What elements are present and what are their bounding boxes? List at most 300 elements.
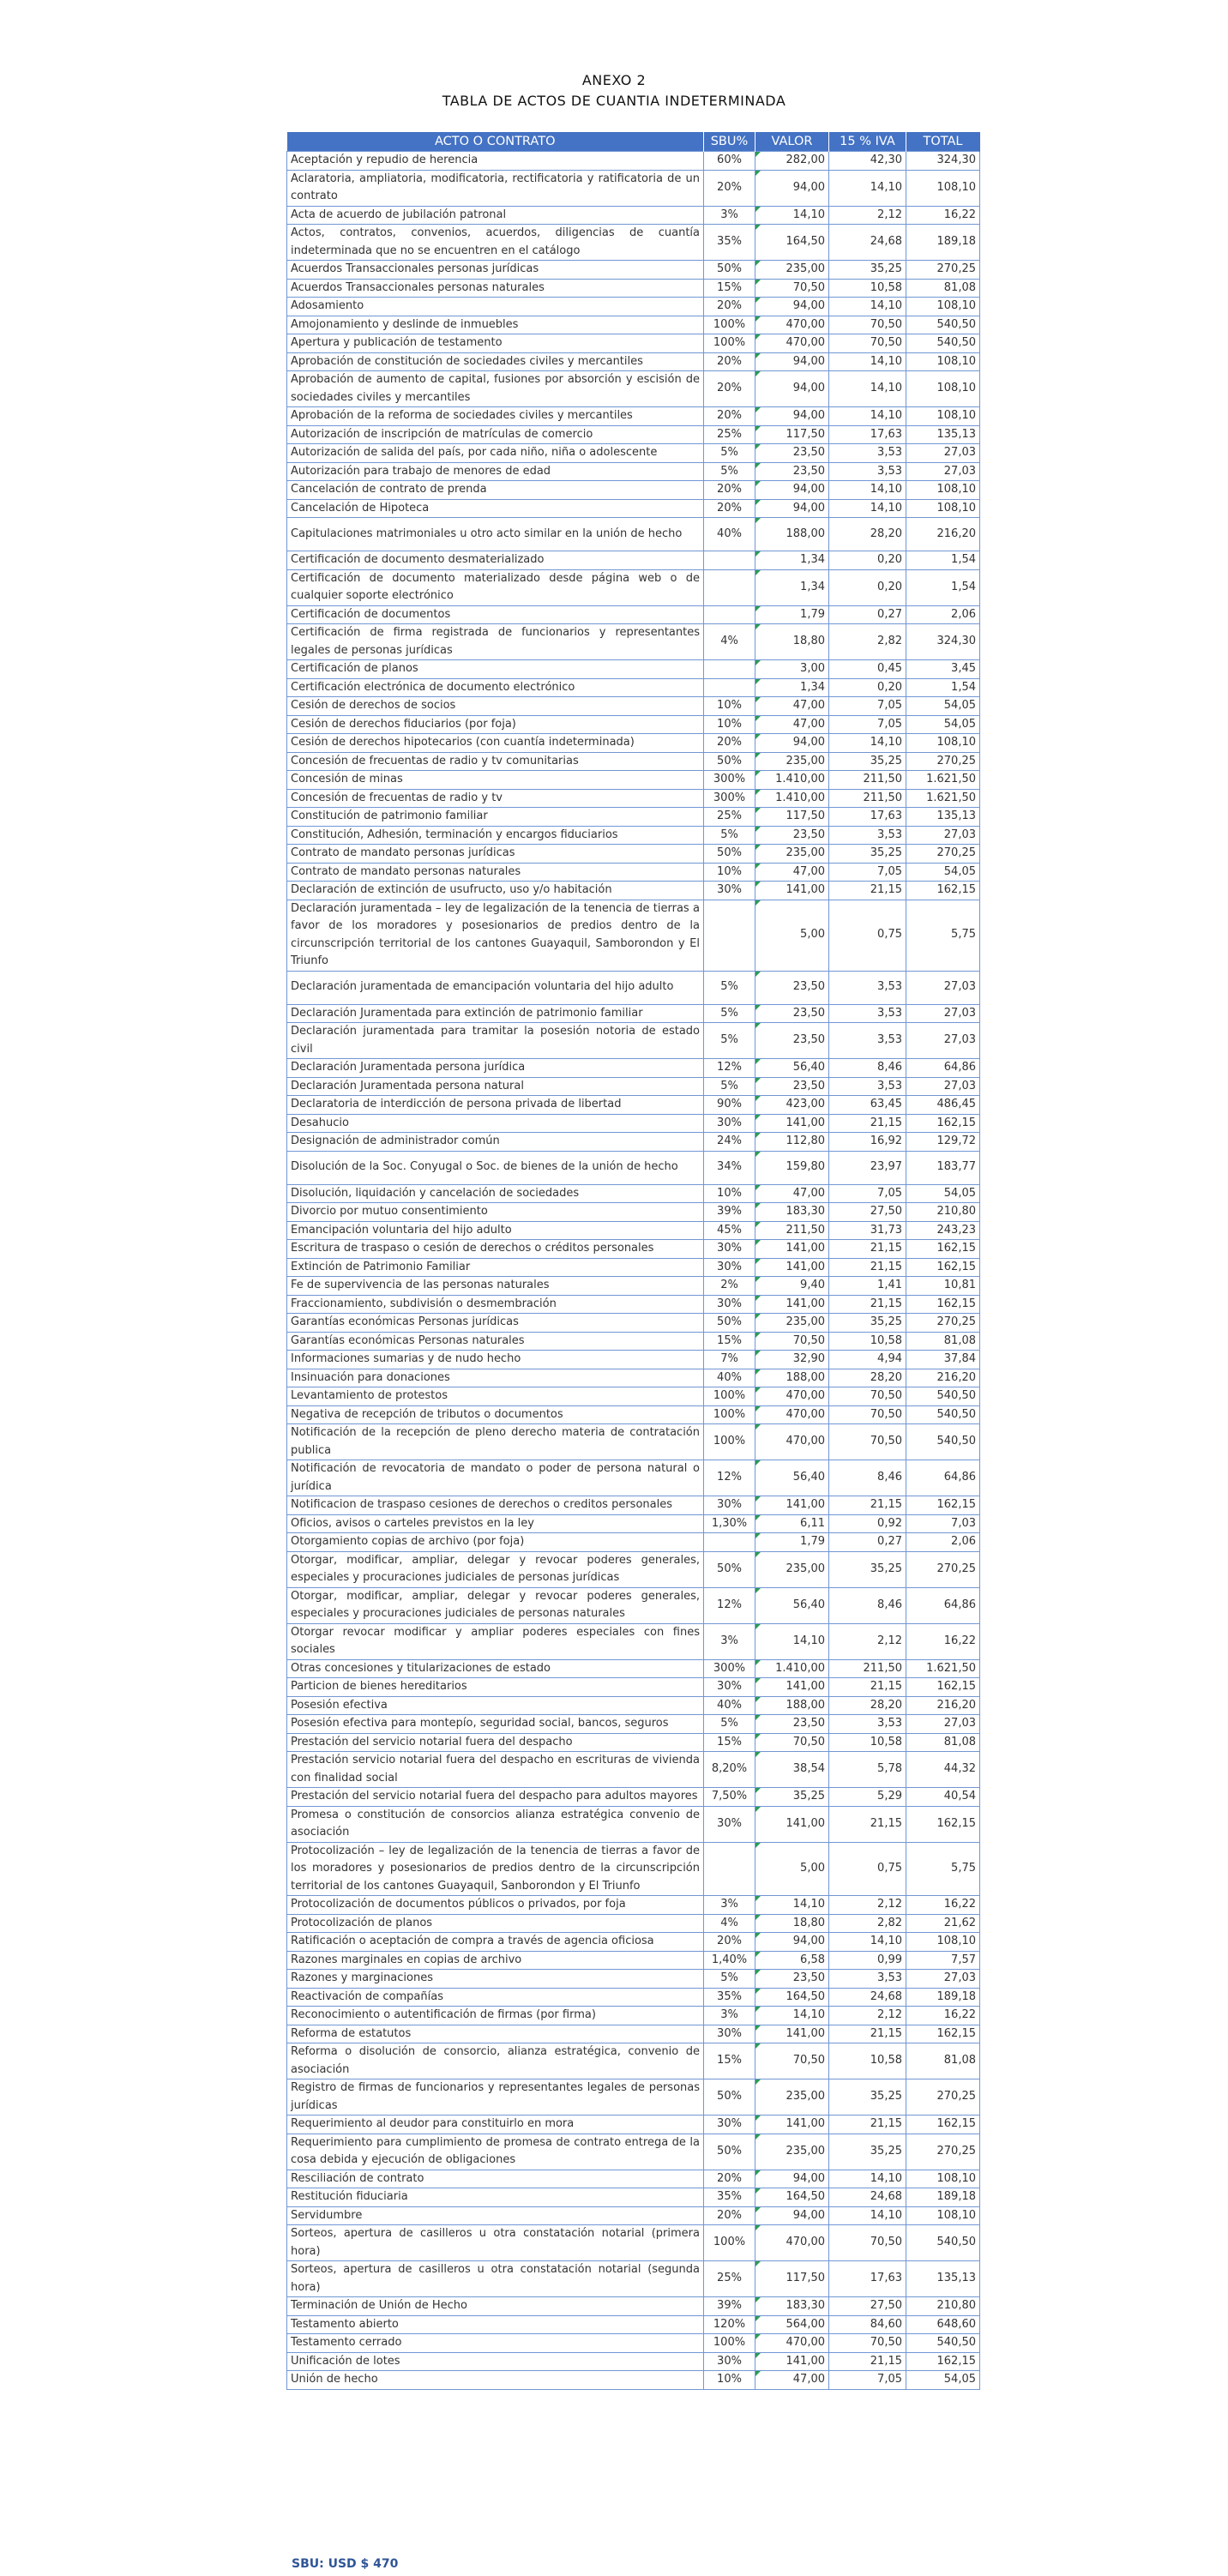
sbu-percent-cell: 20% <box>704 734 755 753</box>
value-cell: 423,00 <box>755 1096 829 1115</box>
sbu-percent-cell: 30% <box>704 1496 755 1515</box>
iva-cell: 24,68 <box>829 225 906 261</box>
table-row <box>287 1059 980 1078</box>
sbu-percent-cell: 34% <box>704 1151 755 1184</box>
act-cell: Oficios, avisos o carteles previstos en la ley <box>287 1514 704 1533</box>
total-cell: 270,25 <box>906 752 980 771</box>
sbu-percent-cell <box>704 551 755 570</box>
act-cell: Aprobación de la reforma de sociedades civiles y mercantiles <box>287 407 704 426</box>
total-cell: 162,15 <box>906 1258 980 1277</box>
iva-cell: 10,58 <box>829 1332 906 1351</box>
sbu-percent-cell: 100% <box>704 1405 755 1424</box>
table-row <box>287 2188 980 2207</box>
act-cell: Unificación de lotes <box>287 2352 704 2371</box>
act-cell: Concesión de frecuentas de radio y tv <box>287 789 704 808</box>
sbu-percent-cell: 4% <box>704 1914 755 1933</box>
iva-cell: 5,78 <box>829 1752 906 1788</box>
act-cell: Notificación de revocatoria de mandato o poder de persona natural o jurídica <box>287 1460 704 1496</box>
sbu-percent-cell: 300% <box>704 771 755 790</box>
act-cell: Amojonamiento y deslinde de inmuebles <box>287 316 704 334</box>
value-cell: 14,10 <box>755 1623 829 1659</box>
total-cell: 108,10 <box>906 352 980 371</box>
total-cell: 129,72 <box>906 1133 980 1152</box>
total-cell: 54,05 <box>906 715 980 734</box>
iva-cell: 3,53 <box>829 826 906 845</box>
total-cell: 54,05 <box>906 2371 980 2390</box>
total-cell: 5,75 <box>906 1842 980 1896</box>
value-cell: 235,00 <box>755 1314 829 1333</box>
iva-cell: 21,15 <box>829 1806 906 1842</box>
sbu-percent-cell: 90% <box>704 1096 755 1115</box>
iva-cell: 35,25 <box>829 845 906 864</box>
value-cell: 94,00 <box>755 499 829 518</box>
iva-cell: 14,10 <box>829 2206 906 2225</box>
iva-cell: 0,75 <box>829 900 906 971</box>
sbu-percent-cell: 50% <box>704 261 755 280</box>
iva-cell: 70,50 <box>829 1387 906 1406</box>
sbu-percent-cell: 4% <box>704 624 755 660</box>
total-cell: 108,10 <box>906 481 980 500</box>
iva-cell: 211,50 <box>829 771 906 790</box>
iva-cell: 211,50 <box>829 789 906 808</box>
table-row <box>287 660 980 679</box>
iva-cell: 3,53 <box>829 462 906 481</box>
acts-table <box>286 132 980 2390</box>
sbu-percent-cell <box>704 605 755 624</box>
total-cell: 1.621,50 <box>906 1659 980 1678</box>
act-cell: Prestación del servicio notarial fuera del despacho <box>287 1733 704 1752</box>
act-cell: Sorteos, apertura de casilleros u otra constatación notarial (segunda hora) <box>287 2261 704 2297</box>
act-cell: Declaración juramentada para tramitar la posesión notoria de estado civil <box>287 1023 704 1059</box>
iva-cell: 27,50 <box>829 1203 906 1222</box>
sbu-percent-cell: 3% <box>704 2007 755 2025</box>
iva-cell: 70,50 <box>829 2225 906 2261</box>
total-cell: 540,50 <box>906 1405 980 1424</box>
document-subtitle: TABLA DE ACTOS DE CUANTIA INDETERMINADA <box>442 93 786 109</box>
table-row <box>287 1988 980 2007</box>
iva-cell: 10,58 <box>829 1733 906 1752</box>
value-cell: 56,40 <box>755 1059 829 1078</box>
sbu-percent-cell: 100% <box>704 2334 755 2353</box>
sbu-percent-cell: 25% <box>704 425 755 444</box>
act-cell: Notificación de la recepción de pleno derecho materia de contratación publica <box>287 1424 704 1460</box>
value-cell: 23,50 <box>755 971 829 1004</box>
sbu-percent-cell: 300% <box>704 1659 755 1678</box>
value-cell: 282,00 <box>755 152 829 171</box>
act-cell: Notificacion de traspaso cesiones de derechos o creditos personales <box>287 1496 704 1515</box>
table-row <box>287 569 980 605</box>
value-cell: 14,10 <box>755 2007 829 2025</box>
act-cell: Testamento cerrado <box>287 2334 704 2353</box>
iva-cell: 17,63 <box>829 425 906 444</box>
iva-cell: 14,10 <box>829 499 906 518</box>
value-cell: 1,34 <box>755 551 829 570</box>
value-cell: 141,00 <box>755 1496 829 1515</box>
table-row <box>287 1460 980 1496</box>
table-row <box>287 1184 980 1203</box>
total-cell: 64,86 <box>906 1460 980 1496</box>
act-cell: Declaración juramentada de emancipación voluntaria del hijo adulto <box>287 971 704 1004</box>
iva-cell: 2,12 <box>829 1623 906 1659</box>
table-row <box>287 261 980 280</box>
document-title: ANEXO 2 <box>581 72 647 88</box>
value-cell: 5,00 <box>755 900 829 971</box>
sbu-percent-cell: 20% <box>704 352 755 371</box>
iva-cell: 7,05 <box>829 2371 906 2390</box>
act-cell: Certificación de documento materializado desde página web o de cualquier soporte electrónico <box>287 569 704 605</box>
act-cell: Aprobación de aumento de capital, fusiones por absorción y escisión de sociedades civiles y mercantiles <box>287 371 704 407</box>
total-cell: 210,80 <box>906 1203 980 1222</box>
act-cell: Certificación de documento desmaterializado <box>287 551 704 570</box>
table-row <box>287 225 980 261</box>
iva-cell: 0,20 <box>829 551 906 570</box>
sbu-percent-cell: 60% <box>704 152 755 171</box>
total-cell: 270,25 <box>906 845 980 864</box>
iva-cell: 21,15 <box>829 2352 906 2371</box>
value-cell: 23,50 <box>755 1970 829 1989</box>
total-cell: 210,80 <box>906 2297 980 2316</box>
value-cell: 211,50 <box>755 1221 829 1240</box>
iva-cell: 0,92 <box>829 1514 906 1533</box>
value-cell: 47,00 <box>755 715 829 734</box>
total-cell: 108,10 <box>906 734 980 753</box>
sbu-percent-cell: 5% <box>704 1004 755 1023</box>
total-cell: 183,77 <box>906 1151 980 1184</box>
value-cell: 70,50 <box>755 2043 829 2079</box>
table-row <box>287 2206 980 2225</box>
table-row <box>287 551 980 570</box>
sbu-percent-cell: 5% <box>704 1023 755 1059</box>
table-row <box>287 334 980 353</box>
iva-cell: 7,05 <box>829 863 906 882</box>
table-row <box>287 499 980 518</box>
value-cell: 470,00 <box>755 2334 829 2353</box>
table-row <box>287 1369 980 1387</box>
value-cell: 117,50 <box>755 2261 829 2297</box>
total-cell: 27,03 <box>906 1715 980 1734</box>
iva-cell: 28,20 <box>829 1696 906 1715</box>
total-cell: 486,45 <box>906 1096 980 1115</box>
iva-cell: 0,75 <box>829 1842 906 1896</box>
iva-cell: 2,12 <box>829 2007 906 2025</box>
act-cell: Reconocimiento o autentificación de firmas (por firma) <box>287 2007 704 2025</box>
table-row <box>287 279 980 298</box>
table-row <box>287 2225 980 2261</box>
act-cell: Cesión de derechos fiduciarios (por foja) <box>287 715 704 734</box>
sbu-percent-cell: 50% <box>704 2134 755 2170</box>
table-row <box>287 1733 980 1752</box>
total-cell: 216,20 <box>906 1696 980 1715</box>
act-cell: Protocolización de documentos públicos o privados, por foja <box>287 1896 704 1915</box>
table-row <box>287 1424 980 1460</box>
act-cell: Reforma de estatutos <box>287 2025 704 2043</box>
value-cell: 235,00 <box>755 752 829 771</box>
table-row <box>287 1314 980 1333</box>
value-cell: 164,50 <box>755 2188 829 2207</box>
value-cell: 188,00 <box>755 518 829 551</box>
act-cell: Protocolización – ley de legalización de la tenencia de tierras a favor de los moradores y posesionarios de predios dentro de la circunscripción territorial de los cantones Guayaquil, Sanborondon y El Triunfo <box>287 1842 704 1896</box>
sbu-percent-cell: 5% <box>704 462 755 481</box>
value-cell: 47,00 <box>755 2371 829 2390</box>
act-cell: Contrato de mandato personas naturales <box>287 863 704 882</box>
act-cell: Terminación de Unión de Hecho <box>287 2297 704 2316</box>
value-cell: 183,30 <box>755 1203 829 1222</box>
table-body <box>287 152 980 2390</box>
sbu-percent-cell: 3% <box>704 206 755 225</box>
act-cell: Declaratoria de interdicción de persona privada de libertad <box>287 1096 704 1115</box>
iva-cell: 4,94 <box>829 1351 906 1369</box>
value-cell: 235,00 <box>755 2079 829 2116</box>
value-cell: 35,25 <box>755 1788 829 1807</box>
table-row <box>287 1951 980 1970</box>
act-cell: Garantías económicas Personas jurídicas <box>287 1314 704 1333</box>
act-cell: Declaración de extinción de usufructo, uso y/o habitación <box>287 882 704 900</box>
total-cell: 108,10 <box>906 2206 980 2225</box>
table-row <box>287 808 980 827</box>
value-cell: 470,00 <box>755 334 829 353</box>
total-cell: 16,22 <box>906 2007 980 2025</box>
iva-cell: 70,50 <box>829 334 906 353</box>
total-cell: 108,10 <box>906 371 980 407</box>
total-cell: 540,50 <box>906 316 980 334</box>
value-cell: 70,50 <box>755 279 829 298</box>
value-cell: 9,40 <box>755 1277 829 1296</box>
act-cell: Designación de administrador común <box>287 1133 704 1152</box>
total-cell: 27,03 <box>906 971 980 1004</box>
table-row <box>287 1514 980 1533</box>
total-cell: 1,54 <box>906 569 980 605</box>
sbu-percent-cell: 10% <box>704 1184 755 1203</box>
sbu-percent-cell: 35% <box>704 225 755 261</box>
value-cell: 112,80 <box>755 1133 829 1152</box>
total-cell: 162,15 <box>906 1806 980 1842</box>
value-cell: 94,00 <box>755 1933 829 1952</box>
sbu-percent-cell: 100% <box>704 2225 755 2261</box>
total-cell: 27,03 <box>906 1077 980 1096</box>
act-cell: Certificación de firma registrada de funcionarios y representantes legales de personas jurídicas <box>287 624 704 660</box>
act-cell: Unión de hecho <box>287 2371 704 2390</box>
value-cell: 94,00 <box>755 481 829 500</box>
iva-cell: 35,25 <box>829 2079 906 2116</box>
sbu-percent-cell: 30% <box>704 1258 755 1277</box>
iva-cell: 21,15 <box>829 1240 906 1259</box>
act-cell: Posesión efectiva para montepío, seguridad social, bancos, seguros <box>287 1715 704 1734</box>
sbu-percent-cell: 20% <box>704 481 755 500</box>
table-row <box>287 771 980 790</box>
act-cell: Desahucio <box>287 1114 704 1133</box>
value-cell: 70,50 <box>755 1332 829 1351</box>
total-cell: 1,54 <box>906 678 980 697</box>
act-cell: Protocolización de planos <box>287 1914 704 1933</box>
table-row <box>287 1295 980 1314</box>
sbu-percent-cell: 35% <box>704 2188 755 2207</box>
iva-cell: 28,20 <box>829 518 906 551</box>
table-row <box>287 1077 980 1096</box>
value-cell: 470,00 <box>755 1424 829 1460</box>
sbu-percent-cell: 39% <box>704 1203 755 1222</box>
table-row <box>287 1623 980 1659</box>
act-cell: Disolución, liquidación y cancelación de sociedades <box>287 1184 704 1203</box>
iva-cell: 211,50 <box>829 1659 906 1678</box>
total-cell: 108,10 <box>906 170 980 206</box>
sbu-percent-cell: 12% <box>704 1059 755 1078</box>
table-row <box>287 2025 980 2043</box>
value-cell: 94,00 <box>755 407 829 426</box>
iva-cell: 21,15 <box>829 882 906 900</box>
table-row <box>287 2043 980 2079</box>
iva-cell: 2,12 <box>829 1896 906 1915</box>
total-cell: 162,15 <box>906 1114 980 1133</box>
sbu-percent-cell: 50% <box>704 752 755 771</box>
act-cell: Acuerdos Transaccionales personas naturales <box>287 279 704 298</box>
total-cell: 243,23 <box>906 1221 980 1240</box>
value-cell: 235,00 <box>755 845 829 864</box>
value-cell: 56,40 <box>755 1460 829 1496</box>
iva-cell: 17,63 <box>829 2261 906 2297</box>
sbu-percent-cell: 20% <box>704 1933 755 1952</box>
act-cell: Cesión de derechos hipotecarios (con cuantía indeterminada) <box>287 734 704 753</box>
value-cell: 70,50 <box>755 1733 829 1752</box>
total-cell: 108,10 <box>906 2170 980 2188</box>
sbu-percent-cell: 8,20% <box>704 1752 755 1788</box>
iva-cell: 0,27 <box>829 605 906 624</box>
sbu-percent-cell: 45% <box>704 1221 755 1240</box>
value-cell: 564,00 <box>755 2315 829 2334</box>
sbu-percent-cell <box>704 900 755 971</box>
iva-cell: 14,10 <box>829 734 906 753</box>
sbu-percent-cell: 100% <box>704 1387 755 1406</box>
iva-cell: 24,68 <box>829 1988 906 2007</box>
sbu-percent-cell: 5% <box>704 971 755 1004</box>
act-cell: Cancelación de contrato de prenda <box>287 481 704 500</box>
sbu-percent-cell: 7% <box>704 1351 755 1369</box>
act-cell: Requerimiento al deudor para constituirlo en mora <box>287 2116 704 2134</box>
act-cell: Ratificación o aceptación de compra a través de agencia oficiosa <box>287 1933 704 1952</box>
column-header-act: ACTO O CONTRATO <box>287 132 704 152</box>
table-row <box>287 1896 980 1915</box>
act-cell: Reforma o disolución de consorcio, alianza estratégica, convenio de asociación <box>287 2043 704 2079</box>
sbu-percent-cell: 20% <box>704 2170 755 2188</box>
act-cell: Promesa o constitución de consorcios alianza estratégica convenio de asociación <box>287 1806 704 1842</box>
iva-cell: 3,53 <box>829 1004 906 1023</box>
column-header-total: TOTAL <box>906 132 980 152</box>
table-row <box>287 1332 980 1351</box>
act-cell: Certificación de documentos <box>287 605 704 624</box>
sbu-percent-cell: 50% <box>704 845 755 864</box>
table-header <box>287 132 980 152</box>
value-cell: 23,50 <box>755 1004 829 1023</box>
total-cell: 64,86 <box>906 1587 980 1623</box>
total-cell: 16,22 <box>906 206 980 225</box>
act-cell: Capitulaciones matrimoniales u otro acto similar en la unión de hecho <box>287 518 704 551</box>
iva-cell: 3,53 <box>829 1023 906 1059</box>
value-cell: 6,11 <box>755 1514 829 1533</box>
value-cell: 235,00 <box>755 1551 829 1587</box>
value-cell: 1,79 <box>755 605 829 624</box>
total-cell: 162,15 <box>906 2025 980 2043</box>
table-row <box>287 2079 980 2116</box>
act-cell: Constitución, Adhesión, terminación y encargos fiduciarios <box>287 826 704 845</box>
sbu-percent-cell: 50% <box>704 1551 755 1587</box>
act-cell: Otorgar revocar modificar y ampliar poderes especiales con fines sociales <box>287 1623 704 1659</box>
iva-cell: 16,92 <box>829 1133 906 1152</box>
value-cell: 188,00 <box>755 1696 829 1715</box>
table-row <box>287 1696 980 1715</box>
table-row <box>287 900 980 971</box>
value-cell: 23,50 <box>755 1077 829 1096</box>
act-cell: Cesión de derechos de socios <box>287 697 704 716</box>
total-cell: 10,81 <box>906 1277 980 1296</box>
value-cell: 23,50 <box>755 462 829 481</box>
value-cell: 141,00 <box>755 882 829 900</box>
table-row <box>287 518 980 551</box>
header-row <box>287 132 980 152</box>
value-cell: 23,50 <box>755 444 829 463</box>
value-cell: 1.410,00 <box>755 789 829 808</box>
act-cell: Contrato de mandato personas jurídicas <box>287 845 704 864</box>
value-cell: 94,00 <box>755 734 829 753</box>
iva-cell: 7,05 <box>829 1184 906 1203</box>
iva-cell: 35,25 <box>829 2134 906 2170</box>
iva-cell: 35,25 <box>829 1314 906 1333</box>
act-cell: Declaración juramentada – ley de legalización de la tenencia de tierras a favor de los moradores y posesionarios de predios dentro de la circunscripción territorial de los cantones Guayaquil, Samborondon y El Triunfo <box>287 900 704 971</box>
iva-cell: 7,05 <box>829 697 906 716</box>
value-cell: 47,00 <box>755 863 829 882</box>
table-row <box>287 1096 980 1115</box>
total-cell: 16,22 <box>906 1623 980 1659</box>
value-cell: 38,54 <box>755 1752 829 1788</box>
total-cell: 270,25 <box>906 2079 980 2116</box>
act-cell: Otorgamiento copias de archivo (por foja) <box>287 1533 704 1552</box>
table-row <box>287 206 980 225</box>
table-row <box>287 2170 980 2188</box>
iva-cell: 3,53 <box>829 1077 906 1096</box>
act-cell: Escritura de traspaso o cesión de derechos o créditos personales <box>287 1240 704 1259</box>
act-cell: Prestación del servicio notarial fuera del despacho para adultos mayores <box>287 1788 704 1807</box>
total-cell: 81,08 <box>906 2043 980 2079</box>
iva-cell: 21,15 <box>829 1258 906 1277</box>
total-cell: 44,32 <box>906 1752 980 1788</box>
act-cell: Concesión de frecuentas de radio y tv comunitarias <box>287 752 704 771</box>
act-cell: Certificación de planos <box>287 660 704 679</box>
sbu-percent-cell: 12% <box>704 1460 755 1496</box>
table-row <box>287 1277 980 1296</box>
sbu-percent-cell: 5% <box>704 1715 755 1734</box>
table-row <box>287 2371 980 2390</box>
sbu-percent-cell: 40% <box>704 518 755 551</box>
iva-cell: 8,46 <box>829 1587 906 1623</box>
sbu-percent-cell: 100% <box>704 334 755 353</box>
table-row <box>287 1023 980 1059</box>
act-cell: Divorcio por mutuo consentimiento <box>287 1203 704 1222</box>
total-cell: 324,30 <box>906 152 980 171</box>
iva-cell: 3,53 <box>829 1970 906 1989</box>
value-cell: 47,00 <box>755 1184 829 1203</box>
value-cell: 141,00 <box>755 1806 829 1842</box>
act-cell: Actos, contratos, convenios, acuerdos, diligencias de cuantía indeterminada que no se encuentren en el catálogo <box>287 225 704 261</box>
total-cell: 162,15 <box>906 1240 980 1259</box>
total-cell: 540,50 <box>906 334 980 353</box>
sbu-percent-cell: 15% <box>704 279 755 298</box>
total-cell: 54,05 <box>906 863 980 882</box>
sbu-percent-cell <box>704 569 755 605</box>
sbu-percent-cell: 50% <box>704 2079 755 2116</box>
table-row <box>287 1387 980 1406</box>
total-cell: 27,03 <box>906 1970 980 1989</box>
table-row <box>287 1004 980 1023</box>
act-cell: Restitución fiduciaria <box>287 2188 704 2207</box>
table-row <box>287 1970 980 1989</box>
